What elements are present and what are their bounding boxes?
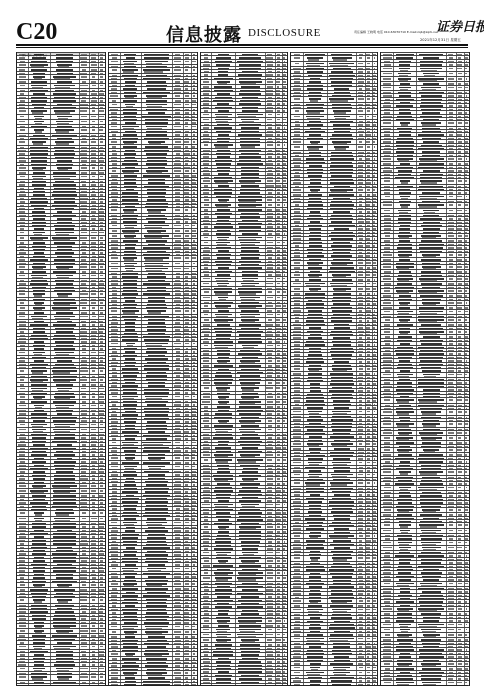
- cell-text-mark: [174, 69, 181, 71]
- cell-text-mark: [19, 266, 25, 268]
- cell-text-mark: [111, 268, 118, 270]
- cell-text-mark: [111, 141, 117, 143]
- cell-text-mark: [174, 170, 181, 172]
- cell-text-mark: [175, 396, 179, 398]
- cell-text-mark: [175, 230, 180, 232]
- cell-text-mark: [92, 512, 96, 514]
- cell-text-mark: [82, 518, 87, 520]
- cell-text-mark: [20, 302, 24, 304]
- cell-text-mark: [80, 668, 87, 670]
- editor-info: 责任编辑 王晓明 电话 010-63070710 E-mail:zqb@zqrb.net: [354, 30, 444, 35]
- cell-text-mark: [100, 584, 103, 586]
- cell-text-mark: [92, 625, 95, 627]
- cell-text-mark: [110, 95, 118, 97]
- cell-text-mark: [193, 263, 195, 265]
- cell-text-mark: [92, 307, 95, 309]
- cell-text-mark: [82, 584, 87, 586]
- cell-text-mark: [185, 235, 188, 237]
- cell-text-mark: [20, 370, 24, 372]
- cell-text-mark: [92, 176, 95, 178]
- cell-text-mark: [81, 429, 86, 431]
- cell-text-mark: [80, 293, 88, 295]
- cell-text-mark: [81, 625, 88, 627]
- cell-text-mark: [184, 141, 189, 143]
- cell-text-mark: [20, 232, 24, 234]
- cell-text-mark: [185, 263, 189, 265]
- cell-text-mark: [185, 457, 189, 459]
- cell-text-mark: [91, 379, 96, 381]
- cell-text-mark: [81, 646, 87, 648]
- cell-text-mark: [193, 141, 195, 143]
- cell-text-mark: [82, 396, 86, 398]
- cell-text-mark: [82, 512, 86, 514]
- cell-text-mark: [80, 424, 87, 426]
- cell-text-mark: [192, 126, 195, 128]
- cell-text-mark: [80, 379, 87, 381]
- cell-text-mark: [92, 370, 96, 372]
- cell-text-mark: [99, 352, 103, 354]
- cell-text-mark: [91, 668, 97, 670]
- cell-text-mark: [92, 110, 96, 112]
- cell-text-mark: [174, 268, 182, 270]
- cell-text-mark: [185, 69, 188, 71]
- cell-text-mark: [174, 343, 181, 345]
- cell-text-mark: [185, 95, 189, 97]
- cell-text-mark: [174, 61, 180, 63]
- cell-text-mark: [81, 76, 87, 78]
- cell-text-mark: [19, 625, 26, 627]
- cell-text-mark: [92, 316, 96, 318]
- cell-text-mark: [193, 396, 195, 398]
- cell-text-mark: [99, 110, 103, 112]
- cell-text-mark: [100, 293, 103, 295]
- cell-text-mark: [185, 126, 188, 128]
- cell-text-mark: [91, 116, 97, 118]
- cell-text-mark: [91, 518, 97, 520]
- cell-text-mark: [91, 266, 96, 268]
- cell-text-mark: [100, 512, 104, 514]
- cell-text-mark: [92, 646, 95, 648]
- cell-text-mark: [20, 630, 25, 632]
- cell-text-mark: [20, 85, 25, 87]
- cell-text-mark: [100, 625, 104, 627]
- cell-text-mark: [185, 170, 189, 172]
- cell-text-mark: [19, 646, 26, 648]
- cell-text-mark: [19, 293, 25, 295]
- cell-text-mark: [91, 405, 96, 407]
- cell-text-mark: [111, 466, 118, 468]
- cell-text-mark: [81, 121, 87, 123]
- cell-text-mark: [91, 293, 96, 295]
- section-subtitle: DISCLOSURE: [248, 27, 321, 39]
- cell-text-mark: [19, 64, 26, 66]
- section-title: 信息披露: [166, 21, 242, 47]
- cell-text-mark: [112, 104, 116, 106]
- cell-text-mark: [99, 129, 103, 131]
- cell-text-mark: [80, 302, 87, 304]
- cell-text-mark: [99, 116, 103, 118]
- cell-text-mark: [174, 104, 181, 106]
- cell-text-mark: [100, 485, 102, 487]
- cell-text-mark: [81, 116, 87, 118]
- cell-text-mark: [91, 352, 96, 354]
- cell-text-mark: [175, 310, 181, 312]
- cell-text-mark: [99, 232, 103, 234]
- cell-text-mark: [100, 176, 103, 178]
- cell-text-mark: [175, 209, 181, 211]
- cell-text-mark: [80, 316, 88, 318]
- cell-text-mark: [80, 485, 87, 487]
- cell-text-mark: [100, 237, 104, 239]
- cell-text-mark: [20, 584, 25, 586]
- cell-text-mark: [20, 116, 24, 118]
- table-column-2: [108, 52, 198, 686]
- cell-text-mark: [82, 307, 86, 309]
- cell-text-mark: [19, 275, 25, 277]
- cell-text-mark: [91, 64, 97, 66]
- cell-text-mark: [99, 316, 103, 318]
- cell-text-mark: [19, 76, 26, 78]
- cell-text-mark: [19, 429, 26, 431]
- cell-text-mark: [185, 225, 189, 227]
- cell-text-mark: [192, 61, 196, 63]
- cell-text-mark: [112, 69, 118, 71]
- cell-text-mark: [92, 85, 96, 87]
- cell-text-mark: [20, 379, 24, 381]
- cell-text-mark: [100, 302, 102, 304]
- cell-text-mark: [193, 69, 195, 71]
- cell-text-mark: [175, 457, 179, 459]
- cell-text-mark: [185, 396, 190, 398]
- cell-text-mark: [20, 237, 24, 239]
- cell-text-mark: [175, 263, 180, 265]
- cell-text-mark: [91, 485, 95, 487]
- cell-text-mark: [100, 64, 103, 66]
- cell-text-mark: [82, 352, 86, 354]
- cell-text-mark: [81, 129, 86, 131]
- cell-text-mark: [82, 275, 86, 277]
- cell-text-mark: [91, 141, 97, 143]
- cell-text-mark: [20, 129, 25, 131]
- cell-text-mark: [20, 396, 25, 398]
- cell-text-mark: [192, 225, 195, 227]
- cell-text-mark: [80, 370, 88, 372]
- cell-text-mark: [112, 396, 117, 398]
- cell-text-mark: [20, 512, 25, 514]
- cell-text-mark: [92, 599, 95, 601]
- cell-text-mark: [192, 235, 195, 237]
- cell-text-mark: [91, 584, 97, 586]
- top-rule: [16, 44, 468, 46]
- cell-text-mark: [111, 457, 118, 459]
- cell-text-mark: [185, 104, 190, 106]
- cell-text-mark: [100, 424, 104, 426]
- cell-text-mark: [111, 126, 117, 128]
- cell-text-mark: [81, 388, 86, 390]
- cell-text-mark: [100, 676, 102, 678]
- cell-text-mark: [80, 630, 88, 632]
- cell-text-mark: [192, 442, 195, 444]
- cell-text-mark: [100, 405, 104, 407]
- cell-text-mark: [175, 141, 181, 143]
- cell-text-mark: [92, 129, 95, 131]
- cell-text-mark: [111, 310, 117, 312]
- cell-text-mark: [91, 275, 96, 277]
- cell-text-mark: [91, 630, 96, 632]
- cell-text-mark: [100, 429, 103, 431]
- cell-text-mark: [193, 343, 196, 345]
- cell-text-mark: [100, 518, 103, 520]
- cell-text-mark: [80, 266, 87, 268]
- cell-text-mark: [174, 225, 181, 227]
- cell-text-mark: [81, 232, 87, 234]
- cell-text-mark: [174, 257, 182, 259]
- cell-text-mark: [80, 85, 88, 87]
- cell-text-mark: [19, 352, 25, 354]
- cell-text-mark: [20, 176, 25, 178]
- cell-text-mark: [100, 141, 103, 143]
- cell-text-mark: [193, 268, 196, 270]
- cell-text-mark: [20, 424, 25, 426]
- cell-text-mark: [111, 209, 117, 211]
- cell-text-mark: [91, 237, 96, 239]
- cell-text-mark: [100, 266, 103, 268]
- cell-text-mark: [19, 316, 25, 318]
- cell-text-mark: [112, 230, 117, 232]
- cell-text-mark: [19, 518, 26, 520]
- cell-text-mark: [192, 230, 196, 232]
- cell-text-mark: [193, 209, 195, 211]
- page-number: C20: [16, 20, 57, 44]
- cell-text-mark: [99, 668, 104, 670]
- cell-text-mark: [192, 104, 195, 106]
- cell-text-mark: [81, 64, 87, 66]
- disclosure-table-area: [16, 52, 468, 686]
- cell-text-mark: [80, 599, 87, 601]
- cell-text-mark: [91, 232, 97, 234]
- cell-text-mark: [80, 237, 87, 239]
- cell-text-mark: [100, 490, 103, 492]
- cell-text-mark: [81, 167, 86, 169]
- cell-text-mark: [92, 167, 96, 169]
- cell-text-mark: [192, 257, 195, 259]
- cell-text-mark: [193, 95, 195, 97]
- cell-text-mark: [92, 121, 95, 123]
- cell-text-mark: [185, 209, 188, 211]
- cell-text-mark: [92, 76, 96, 78]
- cell-text-mark: [100, 646, 103, 648]
- cell-text-mark: [92, 396, 96, 398]
- cell-text-mark: [111, 257, 118, 259]
- paper-logo: 证券日报: [436, 16, 484, 35]
- cell-text-mark: [19, 121, 25, 123]
- cell-text-mark: [112, 442, 116, 444]
- cell-text-mark: [100, 85, 103, 87]
- cell-text-mark: [19, 167, 27, 169]
- cell-text-mark: [19, 141, 25, 143]
- cell-text-mark: [20, 599, 24, 601]
- cell-text-mark: [174, 126, 182, 128]
- cell-text-mark: [19, 676, 26, 678]
- cell-text-mark: [111, 343, 118, 345]
- cell-text-mark: [99, 396, 103, 398]
- cell-text-mark: [192, 457, 195, 459]
- cell-text-mark: [100, 370, 102, 372]
- cell-text-mark: [100, 630, 104, 632]
- cell-text-mark: [193, 310, 196, 312]
- cell-text-mark: [19, 490, 26, 492]
- cell-text-mark: [81, 490, 86, 492]
- cell-text-mark: [185, 310, 190, 312]
- cell-text-mark: [19, 110, 26, 112]
- cell-text-mark: [100, 599, 103, 601]
- table-column-1: [16, 52, 106, 686]
- cell-text-mark: [112, 235, 117, 237]
- cell-text-mark: [99, 388, 103, 390]
- cell-text-mark: [91, 490, 96, 492]
- cell-text-mark: [81, 141, 87, 143]
- cell-text-mark: [100, 167, 104, 169]
- cell-text-mark: [184, 268, 189, 270]
- cell-text-mark: [91, 302, 96, 304]
- cell-text-mark: [91, 676, 97, 678]
- cell-text-mark: [19, 485, 26, 487]
- cell-text-mark: [91, 429, 96, 431]
- cell-text-mark: [100, 275, 103, 277]
- cell-text-mark: [185, 61, 189, 63]
- cell-text-mark: [185, 230, 189, 232]
- date-line: 2021年12月31日 星期五: [420, 38, 461, 43]
- cell-text-mark: [91, 424, 96, 426]
- cell-text-mark: [100, 307, 103, 309]
- cell-text-mark: [20, 668, 25, 670]
- cell-text-mark: [100, 121, 103, 123]
- cell-text-mark: [80, 110, 87, 112]
- cell-text-mark: [82, 405, 86, 407]
- cell-text-mark: [80, 676, 88, 678]
- cell-text-mark: [20, 388, 25, 390]
- cell-text-mark: [186, 442, 189, 444]
- cell-text-mark: [100, 379, 103, 381]
- cell-text-mark: [112, 170, 116, 172]
- cell-text-mark: [91, 388, 95, 390]
- cell-text-mark: [174, 235, 181, 237]
- cell-text-mark: [111, 61, 118, 63]
- cell-text-mark: [175, 442, 179, 444]
- cell-text-mark: [100, 76, 104, 78]
- cell-text-mark: [112, 225, 117, 227]
- cell-text-mark: [81, 176, 87, 178]
- cell-text-mark: [111, 263, 118, 265]
- cell-text-mark: [19, 405, 26, 407]
- cell-text-mark: [175, 95, 180, 97]
- cell-text-mark: [20, 307, 25, 309]
- top-rule-thin: [16, 47, 468, 48]
- cell-text-mark: [193, 170, 196, 172]
- cell-text-mark: [185, 343, 190, 345]
- cell-text-mark: [185, 257, 189, 259]
